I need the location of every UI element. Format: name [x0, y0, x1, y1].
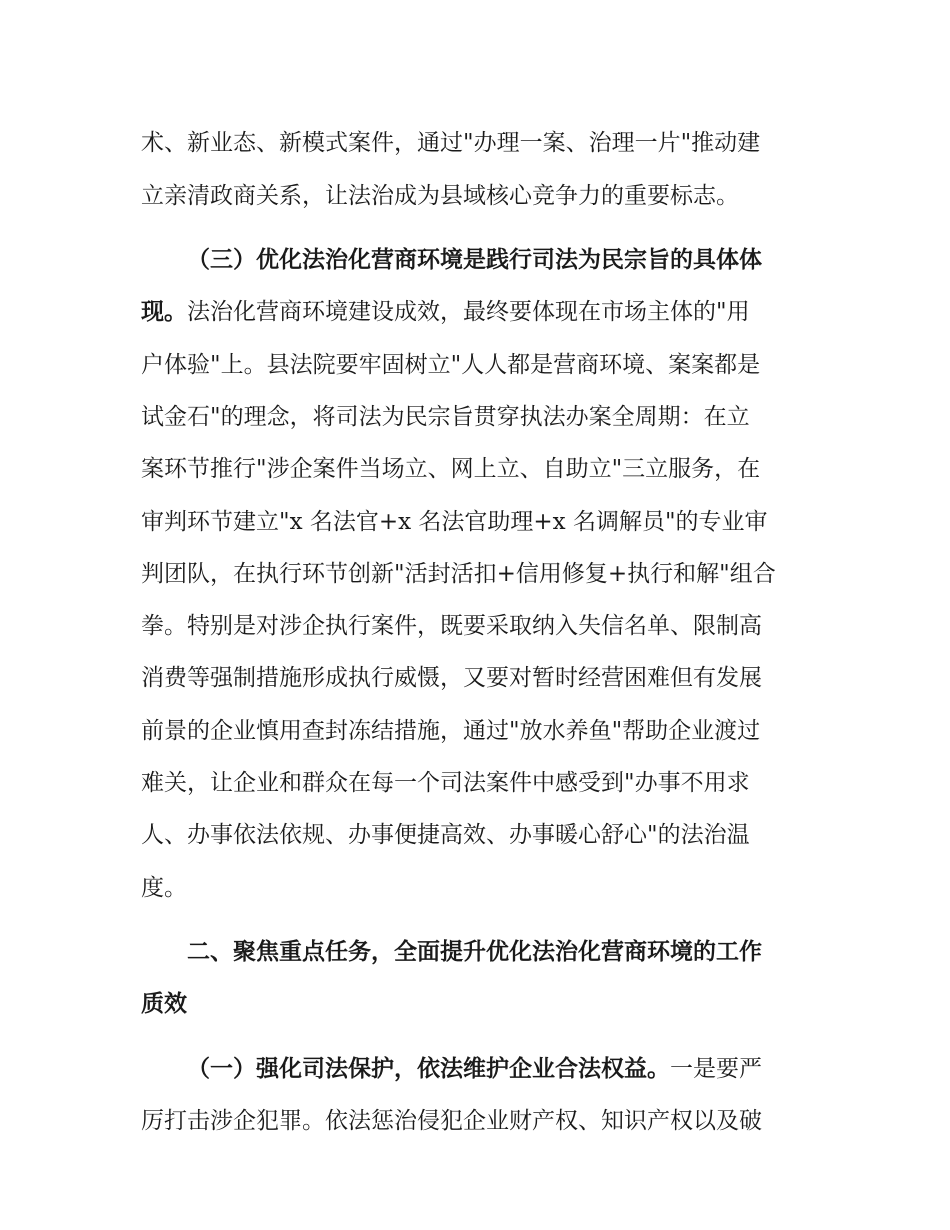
line-text: 法治化营商环境建设成效，最终要体现在市场主体的"用: [187, 299, 750, 325]
line-text: 人、办事依法依规、办事便捷高效、办事暖心舒心"的法治温: [141, 822, 750, 848]
text-line: [0, 449, 950, 489]
text-line: [0, 292, 950, 332]
text-line: [0, 658, 950, 698]
chapter-heading-line: [0, 932, 950, 972]
line-text: 厉打击涉企犯罪。依法惩治侵犯企业财产权、知识产权以及破: [141, 1108, 762, 1134]
line-text: 术、新业态、新模式案件，通过"办理一案、治理一片"推动建: [141, 130, 761, 156]
line-text: 一是要严: [670, 1056, 762, 1082]
text-line: [0, 763, 950, 803]
line-text: 案环节推行"涉企案件当场立、网上立、自助立"三立服务，在: [141, 456, 761, 482]
text-line: [0, 345, 950, 385]
line-text: 审判环节建立"x 名法官+x 名法官助理+x 名调解员"的专业审: [141, 509, 768, 535]
line-text: 消费等强制措施形成执行威慑，又要对暂时经营困难但有发展: [141, 665, 762, 691]
text-line: [0, 815, 950, 855]
section-heading-tail: 现。: [141, 299, 187, 325]
text-line: [0, 1049, 950, 1089]
line-text: 拳。特别是对涉企执行案件，既要采取纳入失信名单、限制高: [141, 613, 762, 639]
line-text: 立亲清政商关系，让法治成为县域核心竞争力的重要标志。: [141, 183, 739, 209]
text-line: [0, 554, 950, 594]
line-text: 户体验"上。县法院要牢固树立"人人都是营商环境、案案都是: [141, 352, 761, 378]
text-line: [0, 176, 950, 216]
line-text: 判团队，在执行环节创新"活封活扣+信用修复+执行和解"组合: [141, 561, 776, 587]
line-text: 试金石"的理念，将司法为民宗旨贯穿执法办案全周期：在立: [141, 404, 750, 430]
text-line: [0, 123, 950, 163]
chapter-heading-tail: 质效: [141, 991, 187, 1017]
section-heading-line: [0, 240, 950, 280]
subsection-heading: （一）强化司法保护，依法维护企业合法权益。: [187, 1056, 670, 1082]
text-line: [0, 1101, 950, 1141]
chapter-heading-line: [0, 984, 950, 1024]
section-heading: （三）优化法治化营商环境是践行司法为民宗旨的具体体: [187, 247, 762, 273]
chapter-heading: 二、聚焦重点任务，全面提升优化法治化营商环境的工作: [187, 939, 762, 965]
text-line: [0, 606, 950, 646]
line-text: 难关，让企业和群众在每一个司法案件中感受到"办事不用求: [141, 770, 750, 796]
line-text: 度。: [141, 875, 187, 901]
line-text: 前景的企业慎用查封冻结措施，通过"放水养鱼"帮助企业渡过: [141, 718, 761, 744]
text-line: [0, 397, 950, 437]
text-line: [0, 502, 950, 542]
text-line: [0, 711, 950, 751]
text-line: [0, 868, 950, 908]
